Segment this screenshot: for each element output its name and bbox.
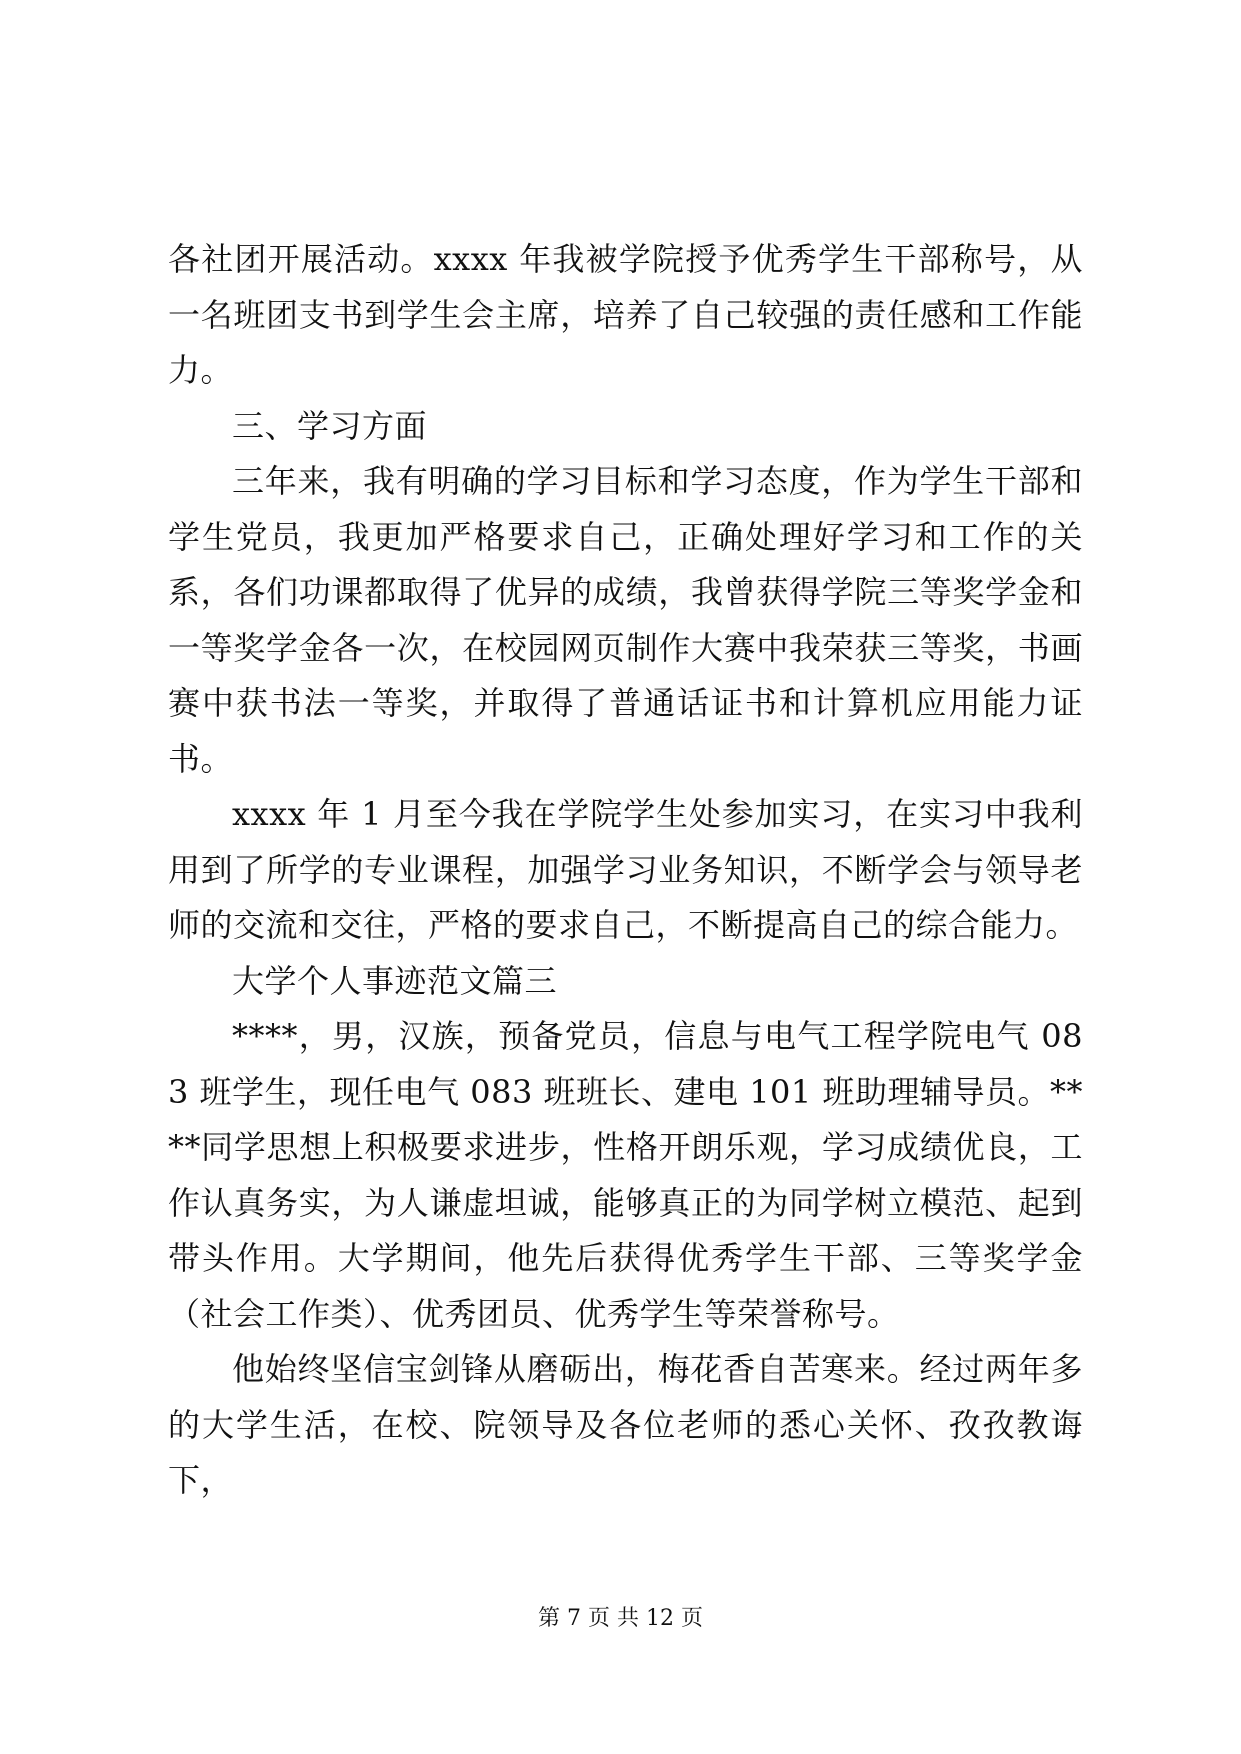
paragraph-college-life: 他始终坚信宝剑锋从磨砺出，梅花香自苦寒来。经过两年多的大学生活，在校、院领导及各位老师的悉心关怀、孜孜教诲下， — [168, 1350, 1083, 1499]
paragraph-internship: xxxx 年 1 月至今我在学院学生处参加实习，在实习中我利用到了所学的专业课程，加强学习业务知识，不断学会与领导老师的交流和交往，严格的要求自己，不断提高自己的综合能力。 — [168, 795, 1083, 944]
page-number-footer: 第 7 页 共 12 页 — [538, 1606, 703, 1631]
section-heading-example-three: 大学个人事迹范文篇三 — [232, 961, 558, 1000]
document-body — [168, 232, 1083, 1509]
paragraph-continuation: 各社团开展活动。xxxx 年我被学院授予优秀学生干部称号，从一名班团支书到学生会主席，培养了自己较强的责任感和工作能力。 — [168, 240, 1083, 389]
paragraph-study-achievements: 三年来，我有明确的学习目标和学习态度，作为学生干部和学生党员，我更加严格要求自己，正确处理好学习和工作的关系，各们功课都取得了优异的成绩，我曾获得学院三等奖学金和一等奖学金各一次，在校园网页制作大赛中我荣获三等奖，书画赛中获书法一等奖，并取得了普通话证书和计算机应用能力证书。 — [168, 462, 1083, 778]
paragraph-student-profile: ****，男，汉族，预备党员，信息与电气工程学院电气 083 班学生，现任电气 083 班班长、建电 101 班助理辅导员。****同学思想上积极要求进步，性格开朗乐观，学习成绩优良，工作认真务实，为人谦虚坦诚，能够真正的为同学树立模范、起到带头作用。大学期间，他先后获得优秀学生干部、三等奖学金（社会工作类）、优秀团员、优秀学生等荣誉称号。 — [168, 1017, 1083, 1333]
section-heading-study: 三、学习方面 — [232, 406, 428, 445]
